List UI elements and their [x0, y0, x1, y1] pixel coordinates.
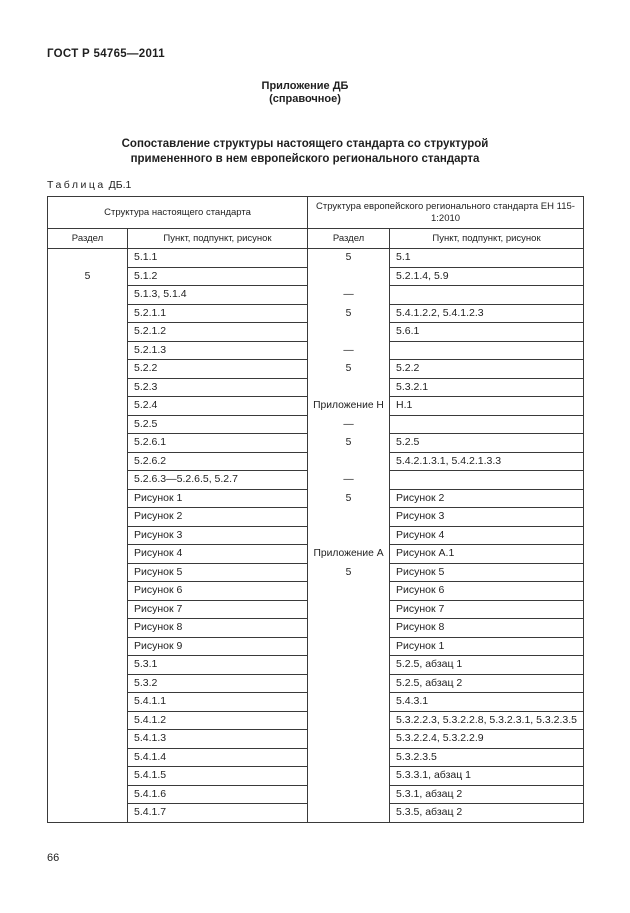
table-label-word: Таблица [47, 179, 106, 191]
cell-right-razdel [308, 711, 390, 730]
annex-heading [0, 80, 610, 106]
cell-left-punkt: 5.4.1.1 [128, 693, 308, 712]
cell-right-punkt: Рисунок 2 [390, 489, 584, 508]
cell-left-razdel [48, 674, 128, 693]
cell-right-punkt: 5.4.1.2.2, 5.4.1.2.3 [390, 304, 584, 323]
group-header-row [48, 197, 584, 229]
table-row [48, 656, 584, 675]
cell-right-punkt: Рисунок 8 [390, 619, 584, 638]
table-row [48, 304, 584, 323]
cell-left-punkt: 5.2.5 [128, 415, 308, 434]
cell-right-punkt: Рисунок А.1 [390, 545, 584, 564]
cell-left-punkt: 5.1.2 [128, 267, 308, 286]
cell-left-punkt: 5.2.2 [128, 360, 308, 379]
header-left-group: Структура настоящего стандарта [48, 197, 308, 229]
cell-left-punkt: 5.3.2 [128, 674, 308, 693]
cell-right-razdel: — [308, 286, 390, 305]
cell-left-razdel [48, 785, 128, 804]
cell-left-razdel [48, 378, 128, 397]
page-number: 66 [47, 852, 60, 864]
cell-left-razdel [48, 804, 128, 823]
cell-right-punkt: Рисунок 3 [390, 508, 584, 527]
cell-right-razdel: — [308, 471, 390, 490]
cell-right-punkt: Рисунок 6 [390, 582, 584, 601]
cell-left-razdel [48, 397, 128, 416]
table-header [48, 197, 584, 249]
cell-left-razdel [48, 489, 128, 508]
cell-left-razdel [48, 360, 128, 379]
cell-left-punkt: 5.2.3 [128, 378, 308, 397]
table-row [48, 452, 584, 471]
table-row [48, 804, 584, 823]
cell-left-punkt: 5.1.3, 5.1.4 [128, 286, 308, 305]
cell-left-punkt: 5.2.6.1 [128, 434, 308, 453]
table-row [48, 323, 584, 342]
cell-right-punkt [390, 415, 584, 434]
cell-left-punkt: 5.4.1.6 [128, 785, 308, 804]
cell-left-punkt: 5.1.1 [128, 249, 308, 268]
page-title-line1: Сопоставление структуры настоящего стандарта со структурой [121, 138, 489, 150]
cell-left-razdel [48, 341, 128, 360]
table-row [48, 693, 584, 712]
cell-right-razdel [308, 693, 390, 712]
table-row [48, 600, 584, 619]
cell-left-razdel [48, 582, 128, 601]
sub-header-row [48, 229, 584, 249]
cell-right-razdel: 5 [308, 489, 390, 508]
table-row [48, 619, 584, 638]
cell-right-razdel [308, 785, 390, 804]
comparison-table [47, 196, 584, 823]
header-left-razdel: Раздел [48, 229, 128, 249]
cell-right-punkt: Рисунок 1 [390, 637, 584, 656]
cell-left-punkt: 5.2.1.1 [128, 304, 308, 323]
table-row [48, 767, 584, 786]
table-row [48, 249, 584, 268]
cell-right-razdel: 5 [308, 304, 390, 323]
cell-right-razdel [308, 748, 390, 767]
header-left-punkt: Пункт, подпункт, рисунок [128, 229, 308, 249]
cell-right-punkt: 5.2.1.4, 5.9 [390, 267, 584, 286]
cell-left-punkt: Рисунок 2 [128, 508, 308, 527]
cell-right-punkt: 5.1 [390, 249, 584, 268]
cell-left-punkt: Рисунок 6 [128, 582, 308, 601]
cell-right-razdel [308, 378, 390, 397]
cell-left-punkt: 5.2.6.3—5.2.6.5, 5.2.7 [128, 471, 308, 490]
cell-right-razdel: Приложение Н [308, 397, 390, 416]
cell-left-razdel [48, 748, 128, 767]
page-title-line2: примененного в нем европейского регионального стандарта [130, 152, 480, 165]
cell-left-razdel [48, 323, 128, 342]
cell-right-razdel [308, 582, 390, 601]
page-title [0, 137, 610, 166]
cell-left-razdel [48, 656, 128, 675]
cell-left-punkt: 5.4.1.3 [128, 730, 308, 749]
cell-right-punkt: 5.3.2.1 [390, 378, 584, 397]
cell-left-razdel [48, 452, 128, 471]
cell-right-razdel [308, 767, 390, 786]
cell-left-razdel [48, 563, 128, 582]
cell-left-razdel [48, 730, 128, 749]
cell-left-punkt: Рисунок 1 [128, 489, 308, 508]
cell-right-razdel [308, 619, 390, 638]
cell-left-razdel [48, 286, 128, 305]
cell-left-razdel [48, 304, 128, 323]
table-row [48, 434, 584, 453]
cell-left-razdel [48, 415, 128, 434]
annex-subtitle: (справочное) [269, 93, 341, 105]
cell-right-razdel: Приложение А [308, 545, 390, 564]
header-right-punkt: Пункт, подпункт, рисунок [390, 229, 584, 249]
table-row [48, 378, 584, 397]
cell-right-razdel: 5 [308, 563, 390, 582]
cell-left-razdel [48, 471, 128, 490]
cell-left-razdel [48, 637, 128, 656]
cell-right-punkt: 5.3.2.2.4, 5.3.2.2.9 [390, 730, 584, 749]
cell-left-punkt: 5.4.1.7 [128, 804, 308, 823]
table-row [48, 397, 584, 416]
cell-left-punkt: Рисунок 9 [128, 637, 308, 656]
cell-right-razdel [308, 323, 390, 342]
cell-left-punkt: Рисунок 4 [128, 545, 308, 564]
table-row [48, 711, 584, 730]
cell-left-punkt: 5.2.6.2 [128, 452, 308, 471]
cell-left-razdel [48, 545, 128, 564]
table-label-number: ДБ.1 [108, 179, 132, 191]
table-row [48, 360, 584, 379]
cell-right-razdel [308, 267, 390, 286]
cell-right-punkt: 5.3.2.2.3, 5.3.2.2.8, 5.3.2.3.1, 5.3.2.3.5 [390, 711, 584, 730]
cell-right-punkt: 5.2.2 [390, 360, 584, 379]
cell-left-razdel [48, 619, 128, 638]
doc-number: ГОСТ Р 54765—2011 [47, 48, 165, 60]
cell-left-punkt: 5.2.1.2 [128, 323, 308, 342]
table-body [48, 249, 584, 823]
cell-left-punkt: Рисунок 7 [128, 600, 308, 619]
cell-right-razdel: 5 [308, 360, 390, 379]
cell-right-punkt: 5.4.3.1 [390, 693, 584, 712]
cell-left-razdel [48, 434, 128, 453]
cell-right-razdel: 5 [308, 434, 390, 453]
cell-right-punkt: 5.2.5, абзац 1 [390, 656, 584, 675]
cell-left-punkt: 5.3.1 [128, 656, 308, 675]
cell-right-punkt: 5.3.1, абзац 2 [390, 785, 584, 804]
cell-right-razdel [308, 804, 390, 823]
table-row [48, 471, 584, 490]
cell-right-punkt: Н.1 [390, 397, 584, 416]
cell-right-punkt: Рисунок 5 [390, 563, 584, 582]
table-row [48, 785, 584, 804]
table-row [48, 582, 584, 601]
table-row [48, 748, 584, 767]
cell-left-razdel [48, 767, 128, 786]
cell-left-punkt: 5.4.1.4 [128, 748, 308, 767]
cell-left-razdel [48, 711, 128, 730]
cell-left-razdel [48, 526, 128, 545]
cell-right-punkt [390, 341, 584, 360]
table-label [47, 179, 131, 191]
cell-right-razdel [308, 730, 390, 749]
cell-right-razdel [308, 452, 390, 471]
table-row [48, 526, 584, 545]
cell-right-razdel [308, 600, 390, 619]
cell-left-punkt: 5.2.1.3 [128, 341, 308, 360]
cell-left-razdel [48, 693, 128, 712]
table-row [48, 267, 584, 286]
cell-right-razdel: — [308, 415, 390, 434]
table-row [48, 637, 584, 656]
header-right-razdel: Раздел [308, 229, 390, 249]
cell-right-razdel: — [308, 341, 390, 360]
cell-right-punkt: 5.2.5 [390, 434, 584, 453]
cell-left-razdel [48, 508, 128, 527]
cell-left-razdel: 5 [48, 267, 128, 286]
cell-left-punkt: 5.4.1.5 [128, 767, 308, 786]
table-row [48, 508, 584, 527]
annex-title: Приложение ДБ [261, 80, 349, 92]
cell-right-punkt [390, 471, 584, 490]
table-row [48, 286, 584, 305]
cell-right-punkt: Рисунок 4 [390, 526, 584, 545]
cell-right-punkt: 5.3.3.1, абзац 1 [390, 767, 584, 786]
cell-left-razdel [48, 600, 128, 619]
cell-right-razdel [308, 526, 390, 545]
cell-left-punkt: 5.4.1.2 [128, 711, 308, 730]
cell-left-punkt: Рисунок 8 [128, 619, 308, 638]
cell-left-razdel [48, 249, 128, 268]
cell-right-punkt: 5.3.5, абзац 2 [390, 804, 584, 823]
table-row [48, 545, 584, 564]
cell-right-punkt: 5.4.2.1.3.1, 5.4.2.1.3.3 [390, 452, 584, 471]
cell-right-punkt [390, 286, 584, 305]
cell-right-razdel [308, 674, 390, 693]
header-right-group: Структура европейского регионального стандарта ЕН 115-1:2010 [308, 197, 584, 229]
cell-right-punkt: 5.6.1 [390, 323, 584, 342]
table-row [48, 730, 584, 749]
cell-right-punkt: 5.3.2.3.5 [390, 748, 584, 767]
table-row [48, 489, 584, 508]
cell-right-razdel [308, 656, 390, 675]
cell-left-punkt: 5.2.4 [128, 397, 308, 416]
cell-right-razdel: 5 [308, 249, 390, 268]
table-row [48, 563, 584, 582]
cell-right-punkt: Рисунок 7 [390, 600, 584, 619]
cell-right-razdel [308, 508, 390, 527]
table-row [48, 341, 584, 360]
table-row [48, 674, 584, 693]
cell-right-punkt: 5.2.5, абзац 2 [390, 674, 584, 693]
cell-right-razdel [308, 637, 390, 656]
cell-left-punkt: Рисунок 3 [128, 526, 308, 545]
table-row [48, 415, 584, 434]
cell-left-punkt: Рисунок 5 [128, 563, 308, 582]
